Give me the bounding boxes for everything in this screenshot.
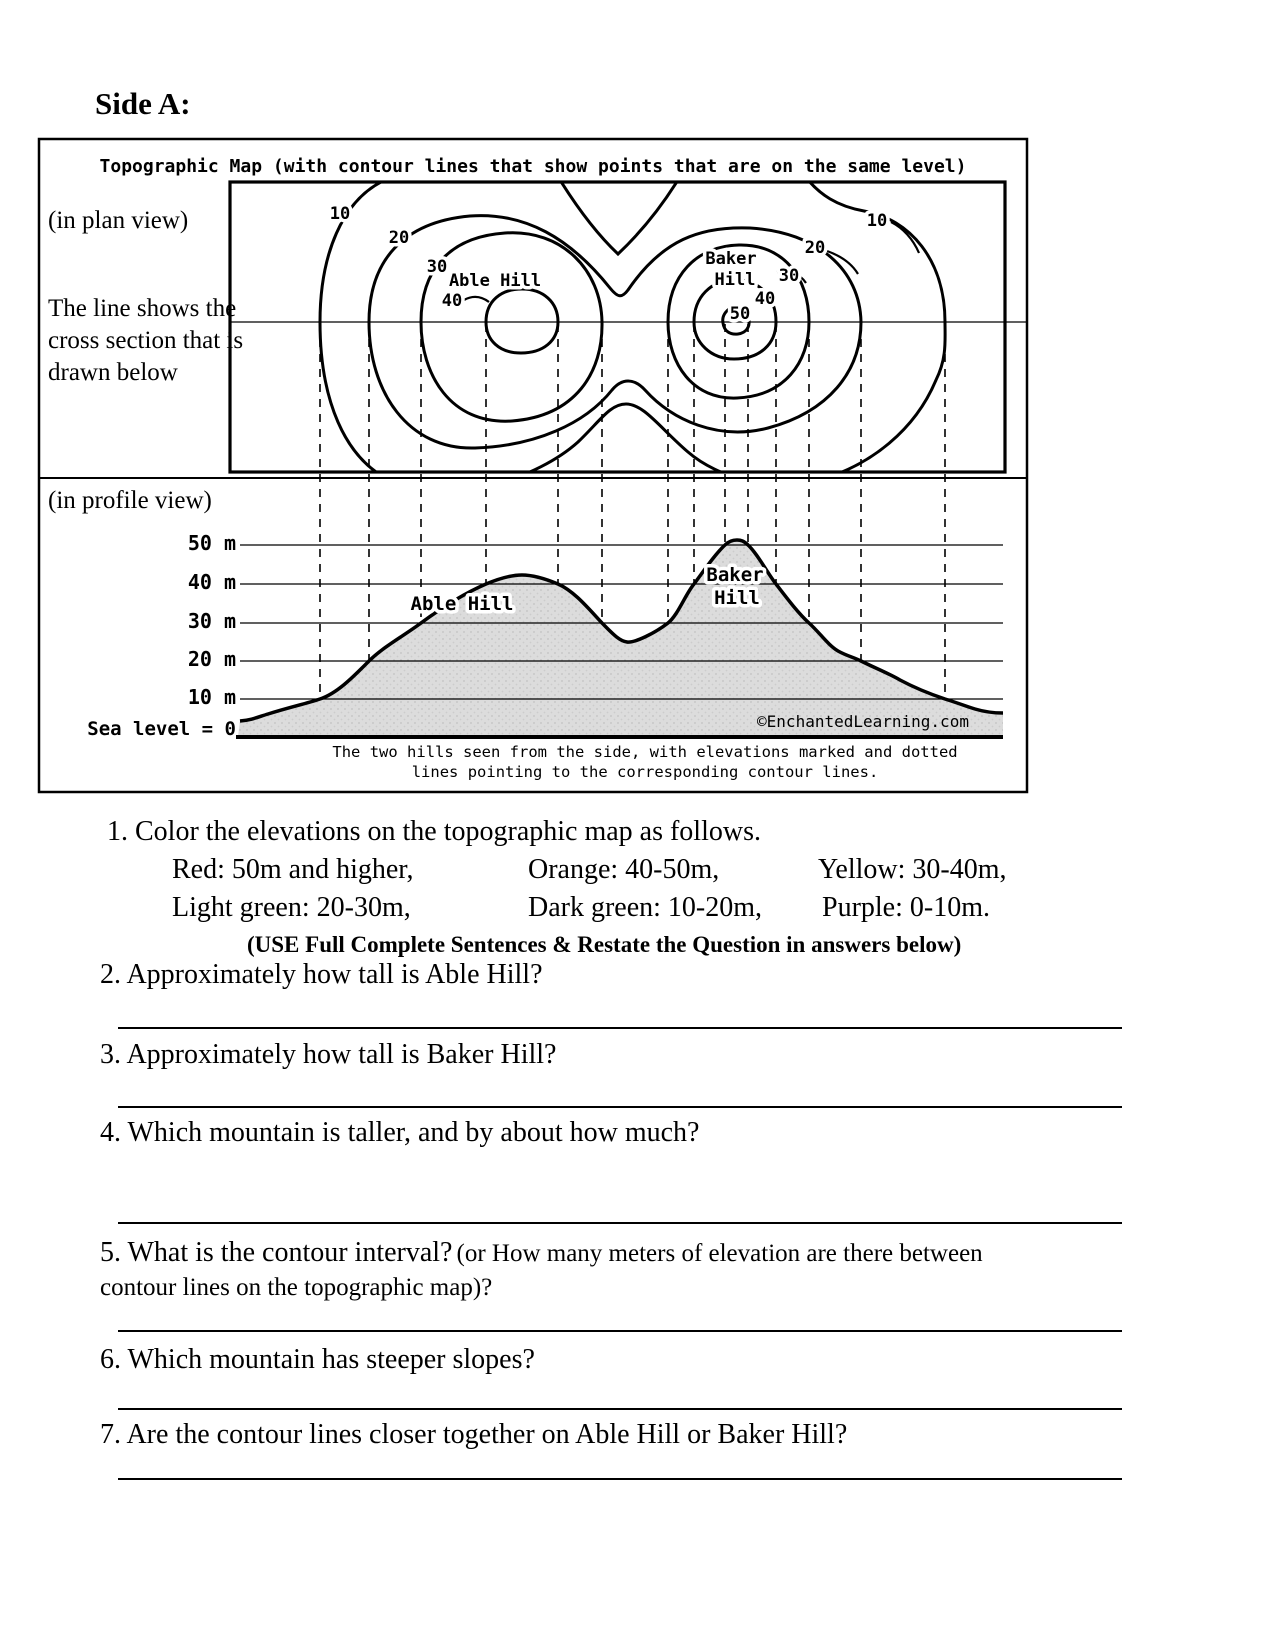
page-title: Side A: xyxy=(95,86,191,121)
contour-lines xyxy=(320,180,945,491)
answer-line-q6[interactable] xyxy=(118,1408,1122,1410)
elevation-label-20m: 20 m xyxy=(187,647,236,671)
contour-label-20-able: 20 xyxy=(388,228,410,248)
question-1-color-red: Red: 50m and higher, xyxy=(172,854,414,885)
answer-line-q2[interactable] xyxy=(118,1027,1122,1029)
contour-label-30-baker: 30 xyxy=(778,266,800,286)
question-5-paren: (or How many meters of elevation are there between xyxy=(456,1240,983,1267)
plan-view-label: (in plan view) xyxy=(48,207,189,234)
question-1: 1. Color the elevations on the topographic map as follows. xyxy=(107,816,761,847)
figure-caption-line1: The two hills seen from the side, with elevations marked and dotted xyxy=(332,743,958,761)
question-2: 2. Approximately how tall is Able Hill? xyxy=(100,959,543,990)
question-3: 3. Approximately how tall is Baker Hill? xyxy=(100,1039,557,1070)
plan-view-border xyxy=(230,182,1005,472)
question-5-line1 xyxy=(100,1237,983,1269)
sea-level-label: Sea level = 0 xyxy=(87,718,236,740)
elevation-axis-labels xyxy=(87,531,236,740)
elevation-label-50m: 50 m xyxy=(187,531,236,555)
able-hill-plan-label: Able Hill xyxy=(448,271,542,291)
question-5-line2: contour lines on the topographic map)? xyxy=(100,1274,493,1301)
cross-section-note-line2: cross section that is xyxy=(48,327,244,354)
baker-hill-profile-label-2: Hill xyxy=(714,587,760,609)
question-1-color-orange: Orange: 40-50m, xyxy=(528,854,720,885)
question-1-color-purple: Purple: 0-10m. xyxy=(822,892,990,923)
contour-label-10-able: 10 xyxy=(329,204,351,224)
baker-hill-plan-label-1: Baker xyxy=(705,249,757,269)
copyright-text: ©EnchantedLearning.com xyxy=(757,712,969,731)
contour-label-tail-40-able xyxy=(464,297,489,302)
figure-title: Topographic Map (with contour lines that show points that are on the same level) xyxy=(99,156,967,177)
contour-30-able xyxy=(421,233,602,421)
contour-label-20-baker: 20 xyxy=(804,238,826,258)
answer-line-q4[interactable] xyxy=(118,1222,1122,1224)
answer-line-q3[interactable] xyxy=(118,1106,1122,1108)
contour-label-30-able: 30 xyxy=(426,257,448,277)
question-6: 6. Which mountain has steeper slopes? xyxy=(100,1344,535,1375)
question-7: 7. Are the contour lines closer together on Able Hill or Baker Hill? xyxy=(100,1419,848,1450)
contour-label-40-able: 40 xyxy=(441,291,463,311)
cross-section-note-line3: drawn below xyxy=(48,359,178,386)
question-1-color-dark-green: Dark green: 10-20m, xyxy=(528,892,763,923)
baker-hill-plan-label-2: Hill xyxy=(714,270,756,290)
contour-label-10-baker: 10 xyxy=(866,211,888,231)
question-4: 4. Which mountain is taller, and by about how much? xyxy=(100,1117,700,1148)
elevation-label-10m: 10 m xyxy=(187,685,236,709)
baker-hill-profile-label-1: Baker xyxy=(706,564,764,586)
contour-label-40-baker: 40 xyxy=(754,289,776,309)
answer-line-q7[interactable] xyxy=(118,1478,1122,1480)
contour-40-able xyxy=(486,289,558,353)
contour-10-outer xyxy=(320,180,945,491)
question-1-color-yellow: Yellow: 30-40m, xyxy=(818,854,1007,885)
elevation-label-30m: 30 m xyxy=(187,609,236,633)
figure-caption-line2: lines pointing to the corresponding contour lines. xyxy=(411,763,879,781)
plan-labels xyxy=(330,204,887,324)
able-hill-profile-label: Able Hill xyxy=(410,593,514,615)
elevation-label-40m: 40 m xyxy=(187,570,236,594)
question-1-color-light-green: Light green: 20-30m, xyxy=(172,892,411,923)
instruction-note: (USE Full Complete Sentences & Restate the Question in answers below) xyxy=(247,932,962,957)
question-5-main: 5. What is the contour interval? xyxy=(100,1237,453,1268)
contour-label-50-baker: 50 xyxy=(729,304,751,324)
profile-view-label: (in profile view) xyxy=(48,487,212,514)
cross-section-note-line1: The line shows the xyxy=(48,295,237,322)
answer-line-q5[interactable] xyxy=(118,1330,1122,1332)
contour-10-saddle-notch xyxy=(560,180,678,254)
